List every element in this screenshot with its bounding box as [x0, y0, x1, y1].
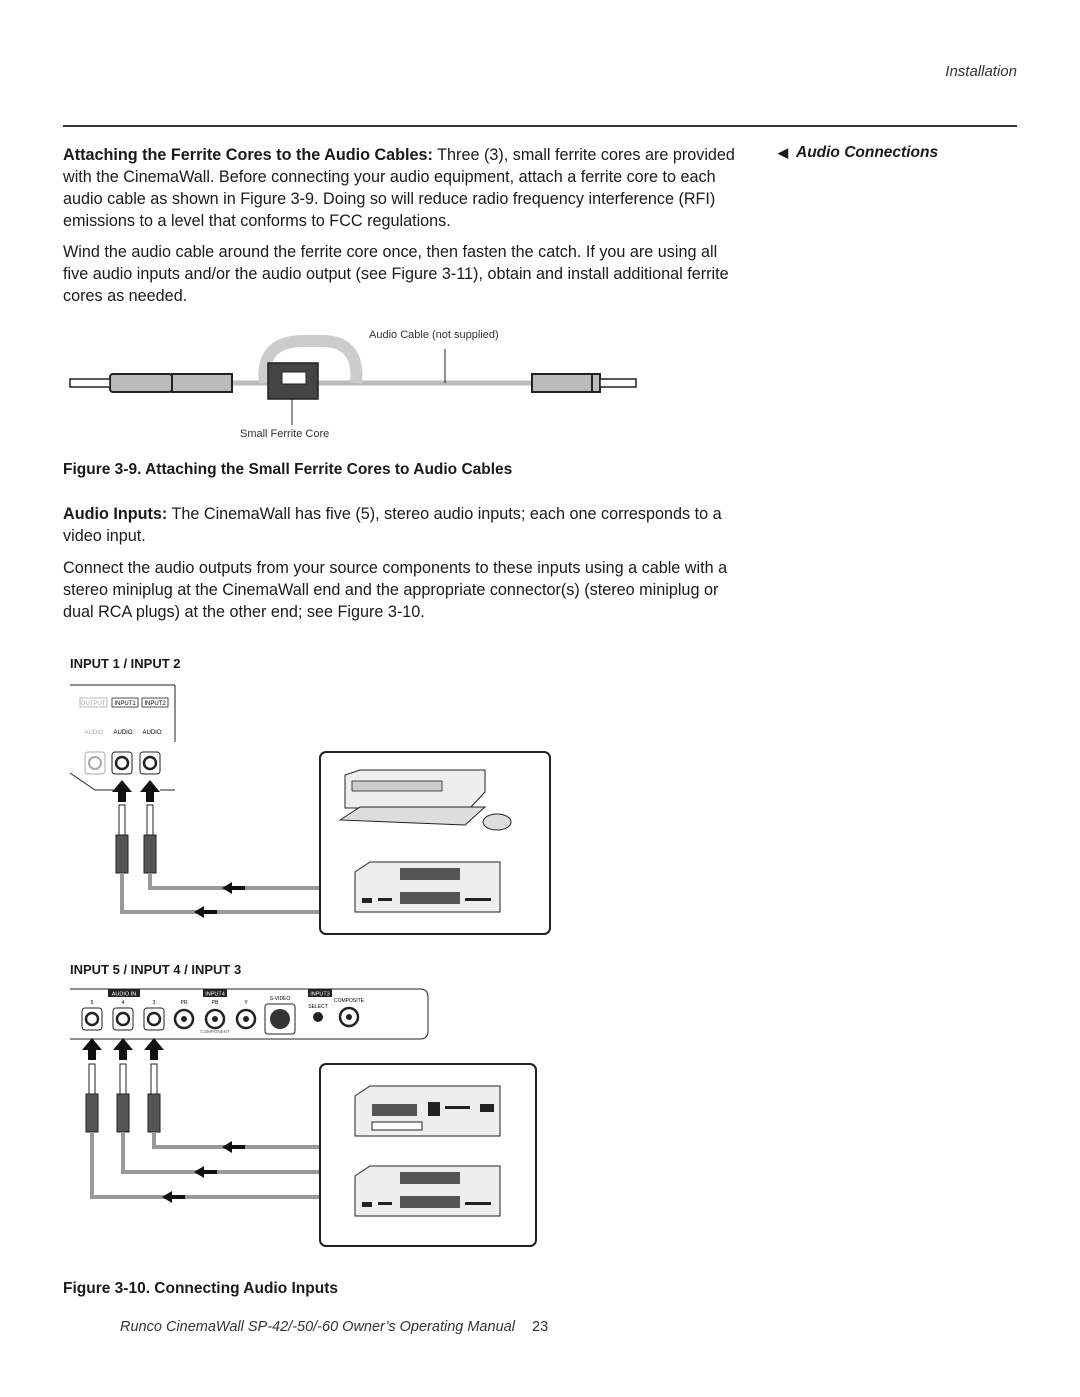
panel-component: COMPONENT: [200, 1029, 230, 1034]
left-arrow-e: [162, 1191, 185, 1203]
up-arrow-4: [113, 1038, 133, 1060]
sidebar-heading-text: Audio Connections: [796, 144, 939, 161]
paragraph-audio-inputs-body: The CinemaWall has five (5), stereo audio inputs; each one corresponds to a video input.: [63, 505, 722, 545]
jack-audio-4: [113, 1008, 133, 1030]
panel-num-4: 4: [121, 1000, 125, 1006]
left-plug-body: [110, 374, 172, 392]
panel-y: Y: [244, 1000, 248, 1006]
panel-select: SELECT: [308, 1004, 328, 1010]
vcr-icon-2: [355, 1166, 500, 1216]
panel-num-5: 5: [90, 1000, 94, 1006]
plug-5: [86, 1064, 98, 1132]
header-rule: [63, 125, 1017, 127]
panel-svideo: S-VIDEO: [269, 996, 291, 1002]
label-input-1-2: INPUT 1 / INPUT 2: [70, 656, 181, 671]
plug-1: [116, 805, 128, 873]
up-arrow-3: [144, 1038, 164, 1060]
section-header: Installation: [945, 63, 1017, 80]
left-arrow-d: [194, 1166, 217, 1178]
plug-2: [144, 805, 156, 873]
paragraph-wind: Wind the audio cable around the ferrite core once, then fasten the catch. If you are using all five audio inputs and/or the audio output (see Figure 3-11), obtain and install additional ferrite cores as needed.: [63, 243, 729, 305]
paragraph-ferrite-lead: Attaching the Ferrite Cores to the Audio Cables:: [63, 146, 433, 164]
jack-audio-3: [144, 1008, 164, 1030]
panel-composite: COMPOSITE: [333, 998, 365, 1004]
label-audio-cable: Audio Cable (not supplied): [369, 329, 499, 341]
panel-output-label: OUTPUT: [80, 701, 106, 707]
panel-pb: PB: [211, 1000, 219, 1006]
left-plug-tip: [70, 379, 110, 387]
page-number: 23: [532, 1319, 549, 1335]
plug-3: [148, 1064, 160, 1132]
ferrite-core-catch: [282, 372, 306, 384]
paragraph-audio-inputs-lead: Audio Inputs:: [63, 505, 168, 523]
jack-input2: [140, 752, 160, 774]
vcr-icon: [355, 862, 500, 912]
panel-input1-label: INPUT1: [114, 701, 136, 707]
right-plug-tip: [600, 379, 636, 387]
panel-audio-label-2: AUDIO: [113, 730, 133, 736]
plug-4: [117, 1064, 129, 1132]
up-arrow-2: [140, 780, 160, 802]
up-arrow-5: [82, 1038, 102, 1060]
panel-num-3: 3: [152, 1000, 156, 1006]
ferrite-core-figure: [60, 325, 660, 445]
sidebar-heading: [778, 144, 938, 162]
caption-figure-3-10: Figure 3-10. Connecting Audio Inputs: [63, 1280, 338, 1297]
label-ferrite-core: Small Ferrite Core: [240, 428, 330, 440]
panel-audio-label-1: AUDIO: [84, 730, 104, 736]
right-plug-collar: [592, 374, 600, 392]
left-arrow-c: [222, 1141, 245, 1153]
jack-output: [85, 752, 105, 774]
jack-input1: [112, 752, 132, 774]
dvd-player-icon: [355, 1086, 500, 1136]
paragraph-ferrite-body: Three (3), small ferrite cores are provided with the CinemaWall. Before connecting your audio equipment, attach a ferrite core to each audio cable as shown in Figure 3-9. Doing so will reduce radio frequency interference (RFI) emissions to a level that conforms to FCC regulations.: [63, 146, 735, 230]
up-arrow-1: [112, 780, 132, 802]
bottom-connection-diagram: [60, 984, 560, 1249]
panel-audio-in-label: AUDIO IN: [111, 991, 137, 998]
select-button: [313, 1012, 323, 1022]
paragraph-connect: Connect the audio outputs from your source components to these inputs using a cable with a stereo miniplug at the CinemaWall end and the appropriate connector(s) (stereo miniplug or dual RCA plugs) at the other end; see Figure 3-10.: [63, 559, 728, 621]
top-connection-diagram: [60, 680, 560, 940]
right-plug-sleeve: [532, 374, 592, 392]
panel-audio-label-3: AUDIO: [142, 730, 162, 736]
panel-input2-label: INPUT2: [144, 701, 166, 707]
paragraph-audio-inputs: [63, 503, 743, 547]
left-plug-sleeve: [172, 374, 232, 392]
paragraph-ferrite: [63, 144, 743, 232]
panel-input3-label: INPUT3: [310, 991, 330, 998]
caption-figure-3-9: Figure 3-9. Attaching the Small Ferrite Cores to Audio Cables: [63, 461, 513, 478]
left-arrow-b: [194, 906, 217, 918]
left-arrow-icon: ◀: [778, 145, 788, 160]
label-input-5-4-3: INPUT 5 / INPUT 4 / INPUT 3: [70, 962, 242, 977]
panel-pr: PR: [180, 1000, 188, 1006]
footer-manual-title: Runco CinemaWall SP-42/-50/-60 Owner’s Operating Manual: [120, 1319, 515, 1335]
panel-input4-label: INPUT4: [205, 991, 225, 998]
jack-audio-5: [82, 1008, 102, 1030]
left-arrow-a: [222, 882, 245, 894]
